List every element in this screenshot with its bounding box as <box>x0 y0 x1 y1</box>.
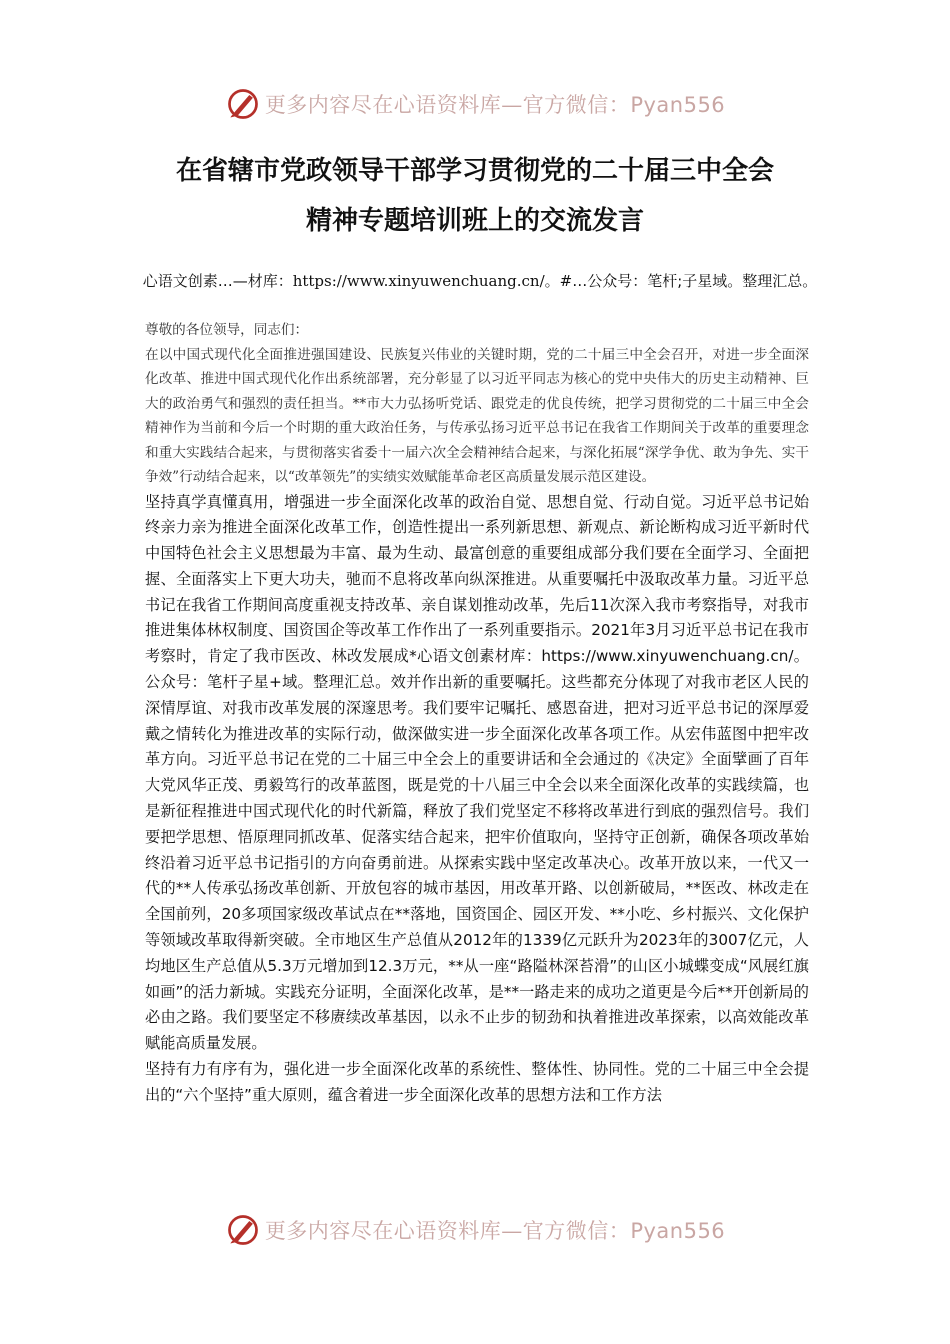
source-url: https://www.xinyuwenchuang.cn/ <box>292 272 545 290</box>
banner-text <box>265 1215 725 1245</box>
title-line-2: 精神专题培训班上的交流发言 <box>305 206 644 236</box>
section-2-paragraph: 坚持有力有序有为，强化进一步全面深化改革的系统性、整体性、协同性。党的二十届三中全会提出的“六个坚持”重大原则，蕴含着进一步全面深化改革的思想方法和工作方法 <box>145 1060 809 1104</box>
banner-slogan: 更多内容尽在心语资料库—官方微信： <box>264 1219 631 1243</box>
header-banner <box>0 82 950 126</box>
banner-slogan: 更多内容尽在心语资料库—官方微信： <box>264 93 631 117</box>
intro-block <box>145 318 809 490</box>
banner-text <box>265 89 725 119</box>
source-prefix: 心语文创素…—材库： <box>142 272 293 290</box>
page-title <box>60 146 890 246</box>
source-suffix: 。#…公众号：笔杆;子星域。整理汇总。 <box>544 272 818 290</box>
main-block <box>145 490 809 1109</box>
wechat-id: Pyan556 <box>630 1219 726 1243</box>
greeting: 尊敬的各位领导，同志们： <box>145 322 309 338</box>
footer-banner <box>0 1208 950 1252</box>
wechat-id: Pyan556 <box>630 93 726 117</box>
source-line <box>140 268 820 294</box>
document-body <box>145 318 809 1109</box>
intro-paragraph: 在以中国式现代化全面推进强国建设、民族复兴伟业的关键时期，党的二十届三中全会召开，对进一步全面深化改革、推进中国式现代化作出系统部署，充分彰显了以习近平同志为核心的党中央伟大的历史主动精神、巨大的政治勇气和强烈的责任担当。**市大力弘扬听党话、跟党走的优良传统，把学习贯彻党的二十届三中全会精神作为当前和今后一个时期的重大政治任务，与传承弘扬习近平总书记在我省工作期间关于改革的重要理念和重大实践结合起来，与贯彻落实省委十一届六次全会精神结合起来，与深化拓展“深学争优、敢为争先、实干争效”行动结合起来，以“改革领先”的实绩实效赋能革命老区高质量发展示范区建设。 <box>145 346 809 485</box>
brush-logo-icon <box>225 86 261 122</box>
title-line-1: 在省辖市党政领导干部学习贯彻党的二十届三中全会 <box>175 156 774 186</box>
brush-logo-icon <box>225 1212 261 1248</box>
section-1-paragraph: 坚持真学真懂真用，增强进一步全面深化改革的政治自觉、思想自觉、行动自觉。习近平总书记始终亲力亲为推进全面深化改革工作，创造性提出一系列新思想、新观点、新论断构成习近平新时代中国特色社会主义思想最为丰富、最为生动、最富创意的重要组成部分我们要在全面学习、全面把握、全面落实上下更大功夫，驰而不息将改革向纵深推进。从重要嘱托中汲取改革力量。习近平总书记在我省工作期间高度重视支持改革、亲自谋划推动改革，先后11次深入我市考察指导，对我市推进集体林权制度、国资国企等改革工作作出了一系列重要指示。2021年3月习近平总书记在我市考察时，肯定了我市医改、林改发展成*心语文创素材库：https://www.xinyuwenchuang.cn/。公众号：笔杆子星+域。整理汇总。效并作出新的重要嘱托。这些都充分体现了对我市老区人民的深情厚谊、对我市改革发展的深邃思考。我们要牢记嘱托、感恩奋进，把对习近平总书记的深厚爱戴之情转化为推进改革的实际行动，做深做实进一步全面深化改革各项工作。从宏伟蓝图中把牢改革方向。习近平总书记在党的二十届三中全会上的重要讲话和全会通过的《决定》全面擘画了百年大党风华正茂、勇毅笃行的改革蓝图，既是党的十八届三中全会以来全面深化改革的实践续篇，也是新征程推进中国式现代化的时代新篇，释放了我们党坚定不移将改革进行到底的强烈信号。我们要把学思想、悟原理同抓改革、促落实结合起来，把牢价值取向，坚持守正创新，确保各项改革始终沿着习近平总书记指引的方向奋勇前进。从探索实践中坚定改革决心。改革开放以来，一代又一代的**人传承弘扬改革创新、开放包容的城市基因，用改革开路、以创新破局，**医改、林改走在全国前列，20多项国家级改革试点在**落地，国资国企、园区开发、**小吃、乡村振兴、文化保护等领域改革取得新突破。全市地区生产总值从2012年的1339亿元跃升为2023年的3007亿元，人均地区生产总值从5.3万元增加到12.3万元，**从一座“路隘林深苔滑”的山区小城蝶变成“风展红旗如画”的活力新城。实践充分证明，全面深化改革，是**一路走来的成功之道更是今后**开创新局的必由之路。我们要坚定不移赓续改革基因，以永不止步的韧劲和执着推进改革探索，以高效能改革赋能高质量发展。 <box>145 492 809 1053</box>
